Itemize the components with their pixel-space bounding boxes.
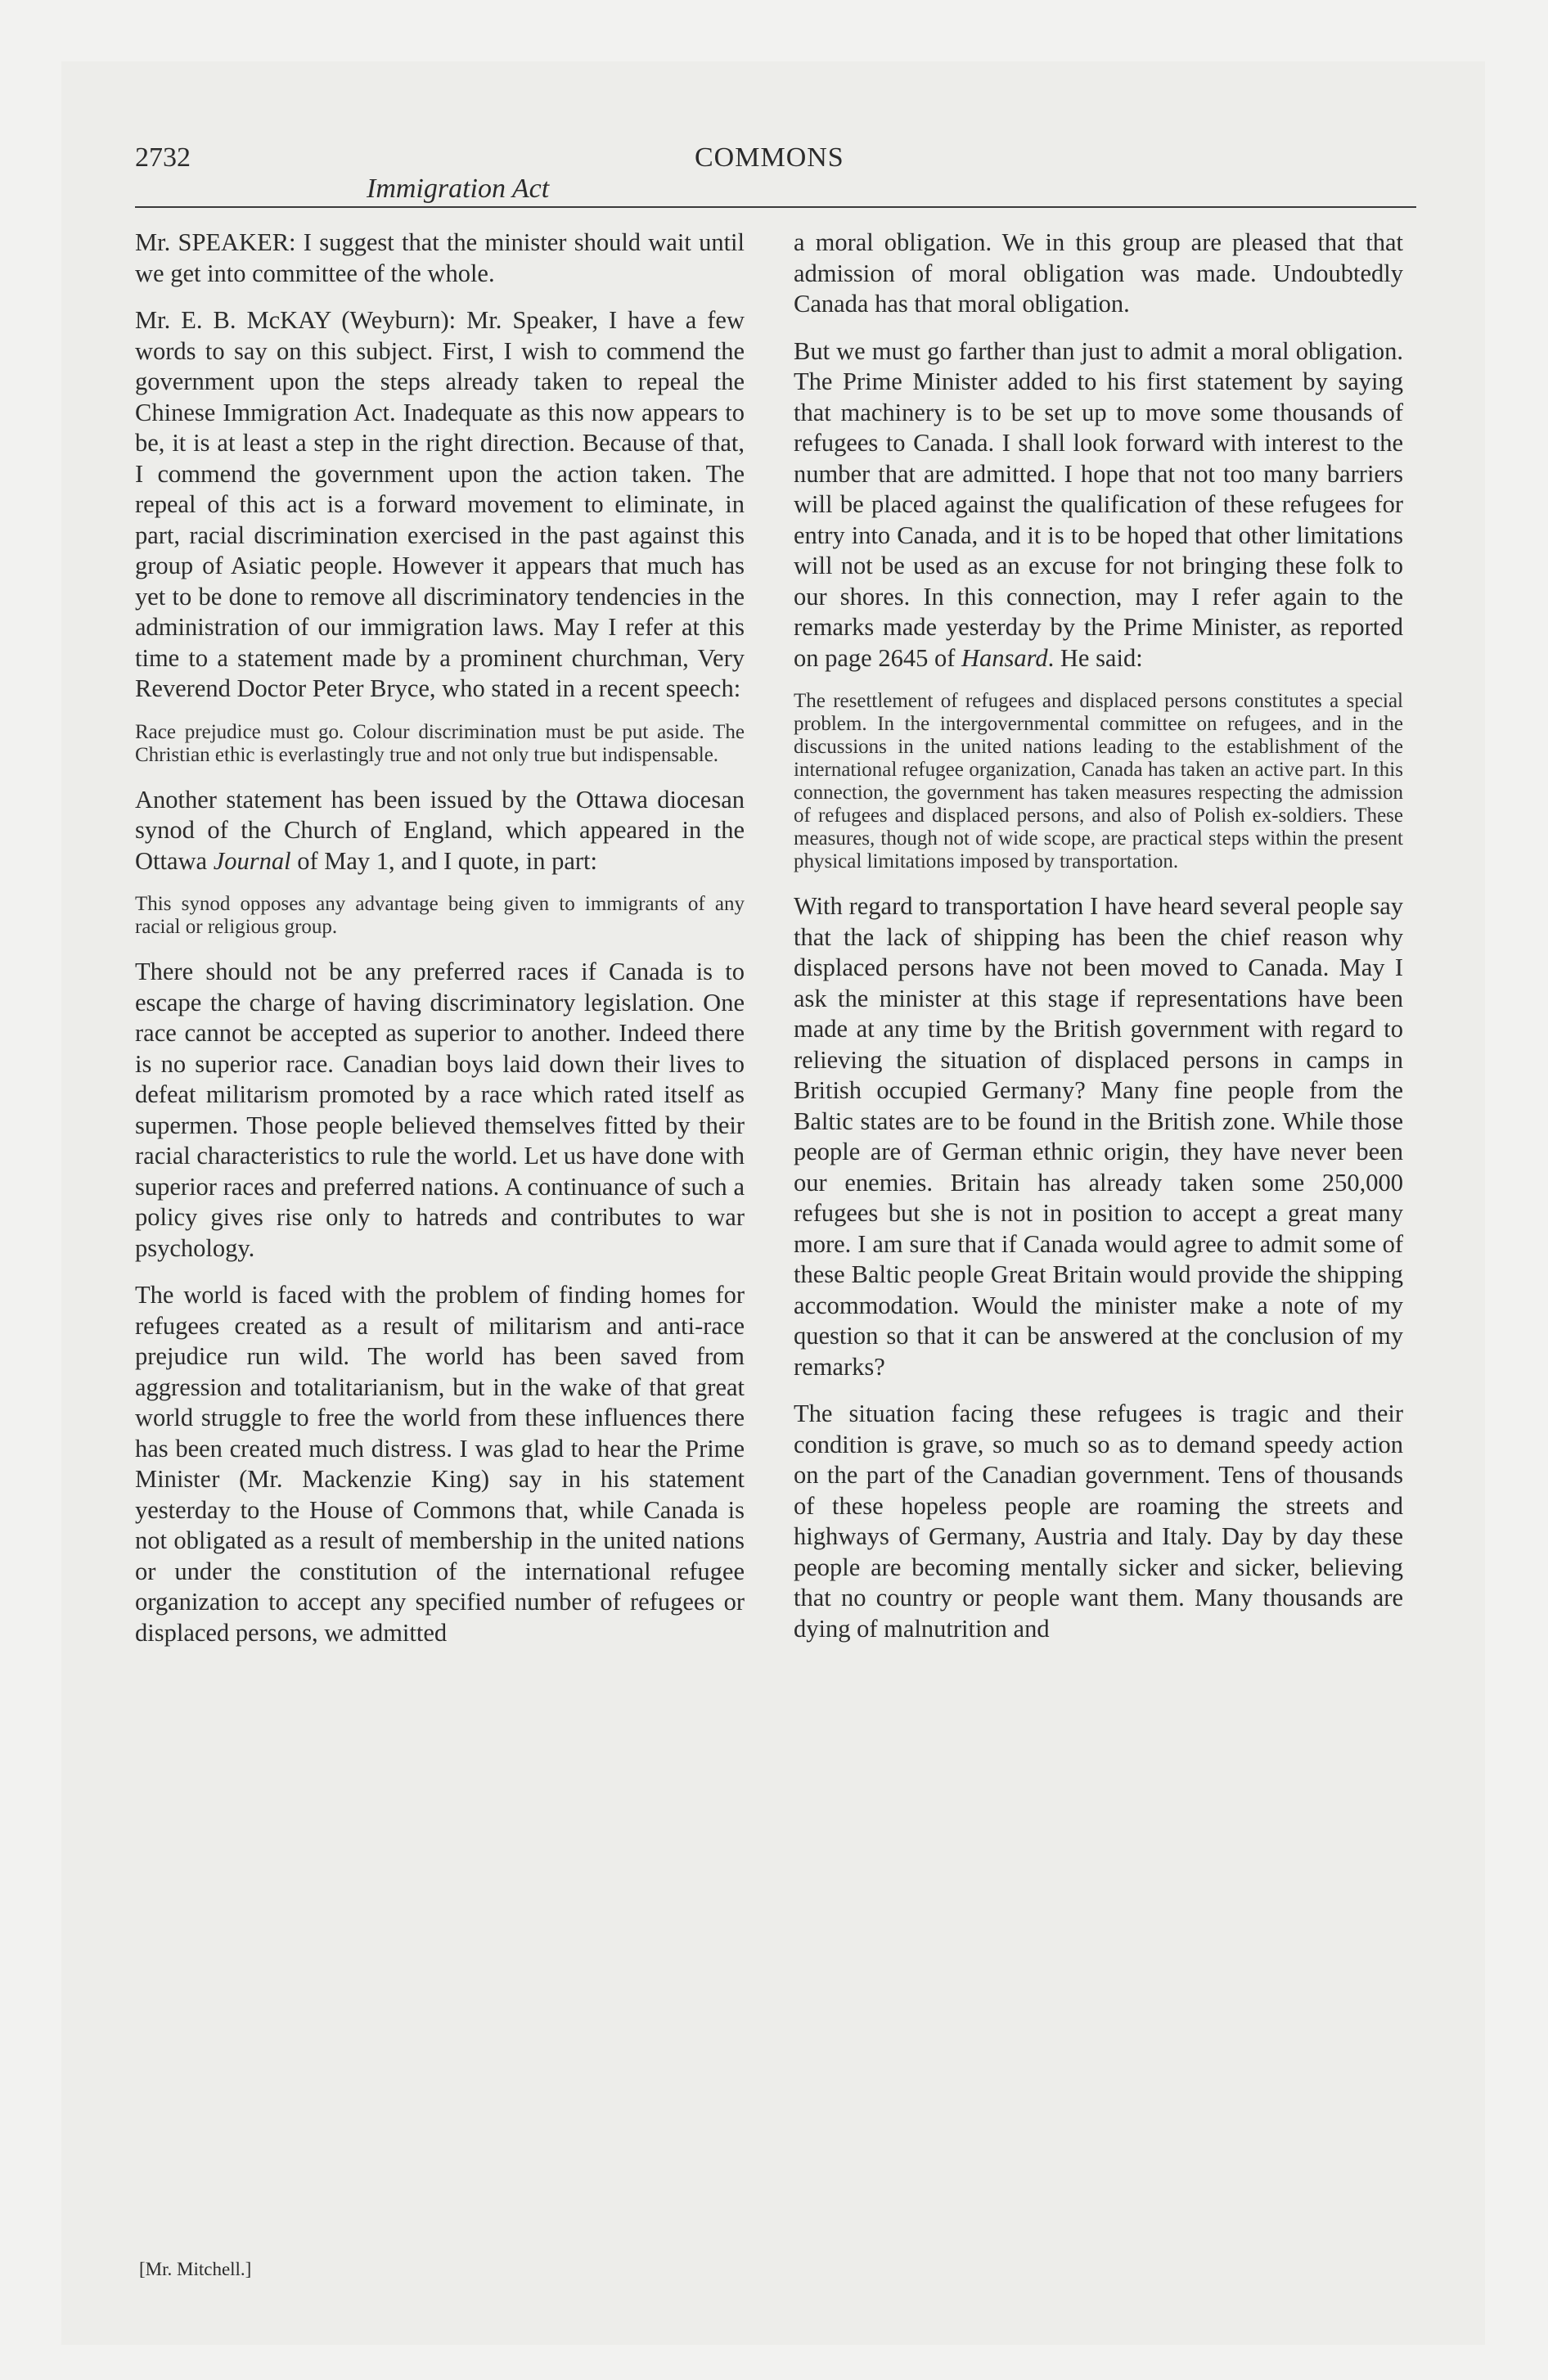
page-number: 2732 — [135, 142, 191, 173]
block-quote: The resettlement of refugees and displaced persons constitutes a special problem. In the intergovernmental committee on refugees, and in the discussions in the united nations leading to the establishment of the international refugee organization, Canada has taken an active part. In this connection, the government has taken measures respecting the admission of refugees and displaced persons, and also of Polish ex-soldiers. These measures, though not of wide scope, are practical steps within the present physical limitations imposed by transportation. — [794, 690, 1403, 872]
paragraph: With regard to transportation I have heard several people say that the lack of shipping has been the chief reason why displaced persons have not been moved to Canada. May I ask the minister at this stage if representations have been made at any time by the British government with regard to relieving the situation of displaced persons in camps in British occupied Germany? Many fine people from the Baltic states are to be found in the British zone. While those people are of German ethnic origin, they have never been our enemies. Britain has already taken some 250,000 refugees but she is not in position to accept a great many more. I am sure that if Canada would agree to admit some of these Baltic people Great Britain would provide the shipping accommodation. Would the minister make a note of my question so that it can be answered at the conclusion of my remarks? — [794, 892, 1403, 1381]
paragraph: Another statement has been issued by the Ottawa diocesan synod of the Church of England, which appeared in the Ottawa Journal of May 1, and I quote, in part: — [135, 785, 745, 875]
chamber-title: COMMONS — [695, 142, 844, 173]
header-rule — [135, 206, 1416, 208]
paragraph: Mr. E. B. McKAY (Weyburn): Mr. Speaker, I have a few words to say on this subject. First, I wish to commend the government upon the steps already taken to repeal the Chinese Immigration Act. Inadequate as this now appears to be, it is at least a step in the right direction. Because of that, I commend the government upon the action taken. The repeal of this act is a forward movement to eliminate, in part, racial discrimination exercised in the past against this group of Asiatic people. However it appears that much has yet to be done to remove all discriminatory tendencies in the administration of our immigration laws. May I refer at this time to a statement made by a prominent churchman, Very Reverend Doctor Peter Bryce, who stated in a recent speech: — [135, 306, 745, 702]
hansard-title: Hansard — [961, 643, 1048, 672]
paragraph: The world is faced with the problem of finding homes for refugees created as a result of militarism and anti-race prejudice run wild. The world has been saved from aggression and totalitarianism, but in the wake of that great world struggle to free the world from these influences there has been created much distress. I was glad to hear the Prime Minister (Mr. Mackenzie King) say in his statement yesterday to the House of Commons that, while Canada is not obligated as a result of membership in the united nations or under the constitution of the international refugee organization to accept any specified number of refugees or displaced persons, we admitted — [135, 1281, 745, 1647]
block-quote: This synod opposes any advantage being given to immigrants of any racial or religious group. — [135, 893, 745, 938]
page-header — [135, 131, 1416, 213]
speaker-footer: [Mr. Mitchell.] — [139, 2259, 252, 2279]
block-quote: Race prejudice must go. Colour discrimination must be put aside. The Christian ethic is everlastingly true and not only true but indispensable. — [135, 720, 745, 766]
right-column — [794, 228, 1403, 1661]
paragraph: The situation facing these refugees is tragic and their condition is grave, so much so as to demand speedy action on the part of the Canadian government. Tens of thousands of these hopeless people are roaming the streets and highways of Germany, Austria and Italy. Day by day these people are becoming mentally sicker and sicker, believing that no country or people want them. Many thousands are dying of malnutrition and — [794, 1400, 1403, 1643]
left-column — [135, 228, 745, 1665]
paragraph: There should not be any preferred races if Canada is to escape the charge of having discriminatory legislation. One race cannot be accepted as superior to another. Indeed there is no superior race. Canadian boys laid down their lives to defeat militarism promoted by a race which rated itself as supermen. Those people believed themselves fitted by their racial characteristics to rule the world. Let us have done with superior races and preferred nations. A continuance of such a policy gives rise only to hatreds and contributes to war psychology. — [135, 958, 745, 1262]
journal-title: Journal — [213, 846, 291, 875]
paragraph: a moral obligation. We in this group are pleased that that admission of moral obligation was made. Undoubtedly Canada has that moral obligation. — [794, 228, 1403, 318]
paragraph: Mr. SPEAKER: I suggest that the minister should wait until we get into committee of the whole. — [135, 228, 745, 287]
section-title: Immigration Act — [367, 174, 550, 204]
paragraph: But we must go farther than just to admit a moral obligation. The Prime Minister added to his first statement by saying that machinery is to be set up to move some thousands of refugees to Canada. I shall look forward with interest to the number that are admitted. I hope that not too many barriers will be placed against the qualification of these refugees for entry into Canada, and it is to be hoped that other limitations will not be used as an excuse for not bringing these folk to our shores. In this connection, may I refer again to the remarks made yesterday by the Prime Minister, as reported on page 2645 of Hansard. He said: — [794, 336, 1403, 672]
